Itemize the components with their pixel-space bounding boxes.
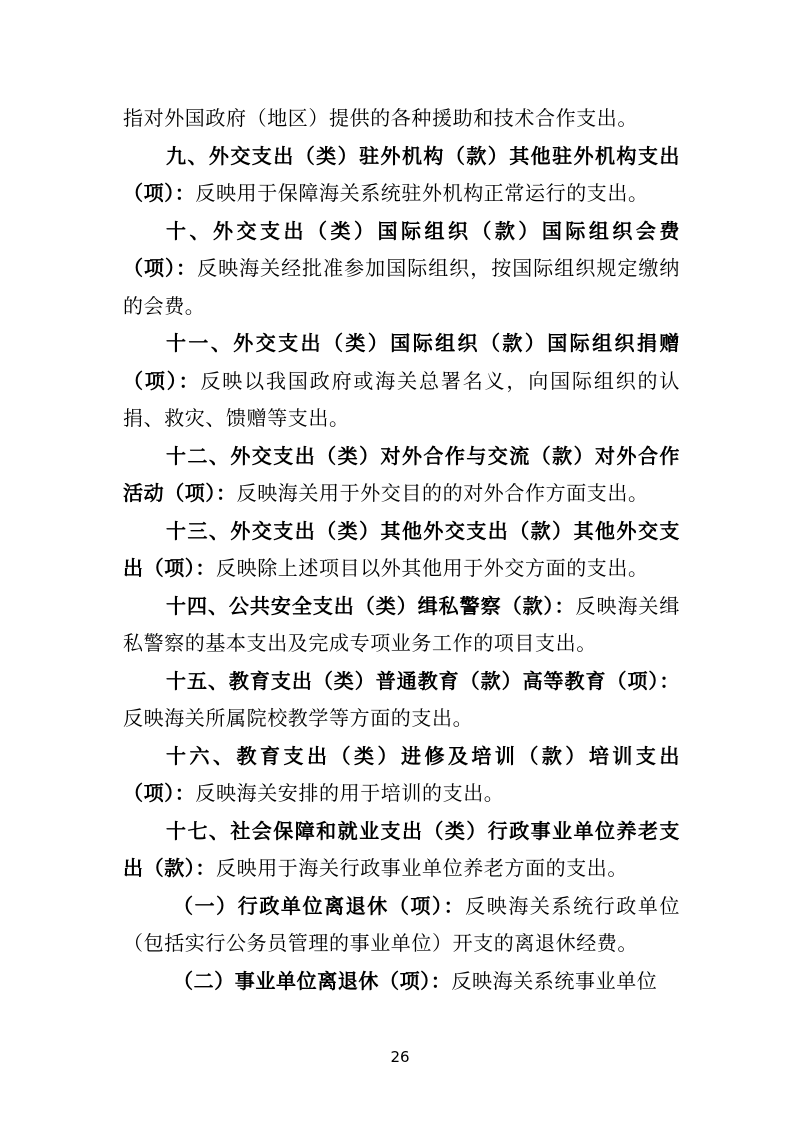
paragraph-heading: 十七、社会保障和就业支出（类）行政事业单位养老支出（款）：: [123, 818, 680, 880]
paragraph-text: 反映海关系统事业单位: [451, 968, 658, 993]
paragraph-heading: 十二、外交支出（类）对外合作与交流（款）对外合作活动（项）：: [123, 443, 680, 505]
paragraph-heading: 十一、外交支出（类）国际组织（款）国际组织捐赠（项）：: [123, 331, 680, 393]
paragraph: [123, 888, 680, 963]
paragraph: [123, 963, 680, 1001]
paragraph-heading: 九、外交支出（类）驻外机构（款）其他驻外机构支出（项）：: [123, 143, 680, 205]
paragraph-text: 反映海关系统行政单位（包括实行公务员管理的事业单位）开支的离退休经费。: [123, 893, 680, 955]
paragraph-heading: 十六、教育支出（类）进修及培训（款）培训支出（项）：: [123, 743, 680, 805]
paragraph-heading: 十四、公共安全支出（类）缉私警察（款）：: [166, 593, 576, 618]
paragraph: [123, 325, 680, 438]
paragraph-heading: （一）行政单位离退休（项）：: [173, 893, 466, 918]
paragraph-heading: 十五、教育支出（类）普通教育（款）高等教育（项）：: [166, 668, 680, 693]
paragraph: [123, 213, 680, 326]
paragraph: [123, 738, 680, 813]
paragraph: [123, 438, 680, 513]
paragraph-text: 反映以我国政府或海关总署名义，向国际组织的认捐、救灾、馈赠等支出。: [123, 368, 681, 430]
paragraph-text: 反映海关缉私警察的基本支出及完成专项业务工作的项目支出。: [123, 593, 680, 655]
paragraph-heading: 十三、外交支出（类）其他外交支出（款）其他外交支出（项）：: [123, 518, 680, 580]
page-number: 26: [390, 1048, 410, 1066]
paragraph-text: 反映除上述项目以外其他用于外交方面的支出。: [216, 556, 649, 580]
paragraph-heading: （二）事业单位离退休（项）：: [173, 968, 452, 993]
document-body: [123, 100, 680, 1000]
paragraph: [123, 513, 680, 588]
paragraph-text: 反映海关用于外交目的的对外合作方面支出。: [236, 481, 649, 505]
paragraph: [123, 588, 680, 663]
paragraph-text: 指对外国政府（地区）提供的各种援助和技术合作支出。: [123, 106, 638, 130]
paragraph: [123, 813, 680, 888]
paragraph: [123, 663, 680, 738]
paragraph-text: 反映用于保障海关系统驻外机构正常运行的支出。: [195, 181, 649, 205]
paragraph-text: 反映用于海关行政事业单位养老方面的支出。: [216, 856, 628, 880]
paragraph-heading: 十、外交支出（类）国际组织（款）国际组织会费（项）：: [123, 218, 680, 280]
paragraph-text: 反映海关安排的用于培训的支出。: [195, 781, 505, 805]
paragraph-text: 反映海关经批准参加国际组织，按国际组织规定缴纳的会费。: [123, 256, 680, 318]
paragraph-text: 反映海关所属院校教学等方面的支出。: [123, 706, 474, 730]
paragraph: [123, 138, 680, 213]
paragraph: [123, 100, 680, 138]
